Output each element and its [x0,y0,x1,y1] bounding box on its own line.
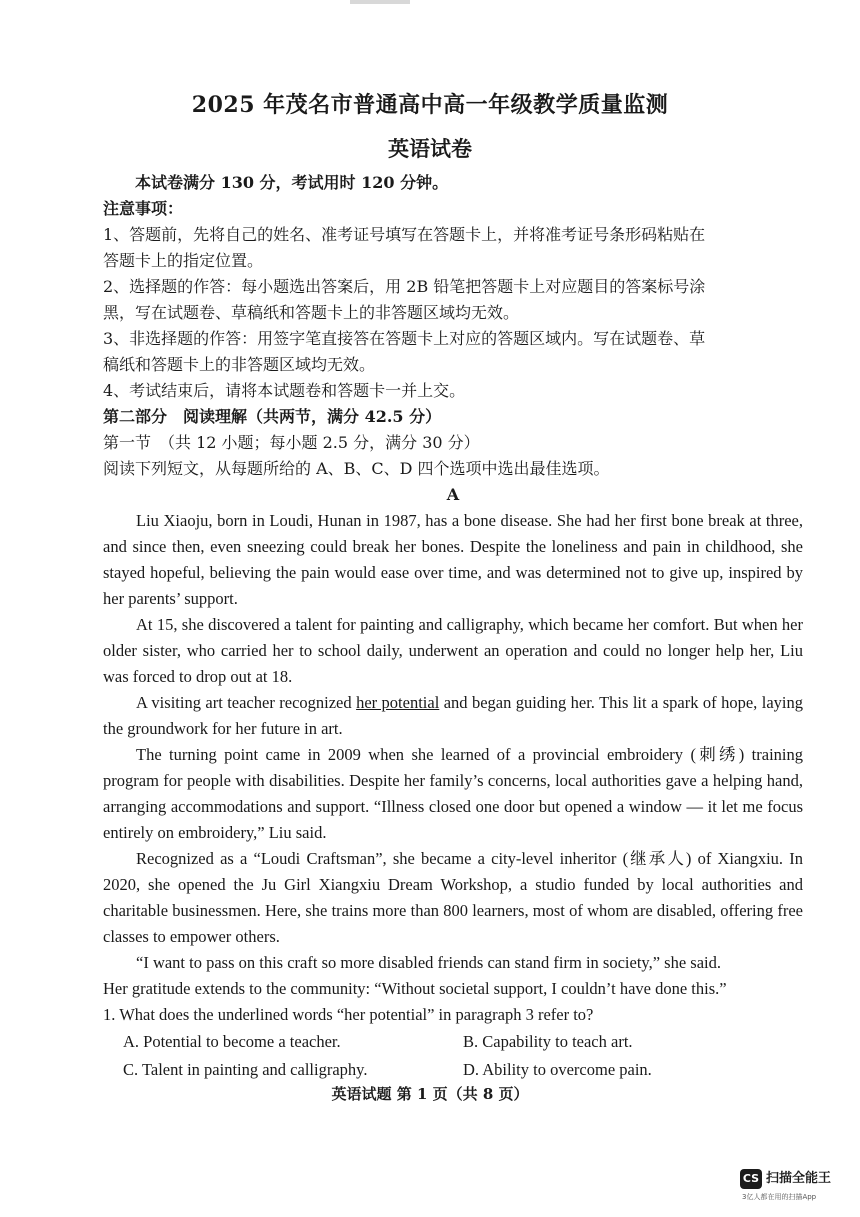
notice-line: 3、非选择题的作答：用签字笔直接答在答题卡上对应的答题区域内。写在试题卷、草 [103,329,706,348]
camscanner-watermark [740,1169,850,1209]
paragraph-text: and began guiding her. This lit a spark of hope, laying the groundwork for her future in art. [103,693,803,738]
option-c: C. Talent in painting and calligraphy. [123,1060,368,1079]
option-d: D. Ability to overcome pain. [463,1060,652,1079]
passage-paragraph: Liu Xiaoju, born in Loudi, Hunan in 1987, has a bone disease. She had her first bone break at three, and since then, even sneezing could break her bones. Despite the loneliness and pain in childhood, she stayed hopeful, believing the pain would ease over time, and was determined not to give up, inspired by her parents’ support. [103,511,803,608]
passage-paragraph: At 15, she discovered a talent for painting and calligraphy, which became her comfort. But when her older sister, who carried her to school daily, underwent an operation and could no longer help her, Liu was forced to drop out at 18. [103,615,803,686]
passage-paragraph [103,690,803,742]
question-options [123,1028,803,1084]
passage-paragraph: “I want to pass on this craft so more disabled friends can stand firm in society,” she said. [136,953,721,972]
notice-line: 黑，写在试题卷、草稿纸和答题卡上的非答题区域均无效。 [103,303,520,322]
option-a: A. Potential to become a teacher. [123,1032,341,1051]
notice-line: 稿纸和答题卡上的非答题区域均无效。 [103,355,376,374]
notice-line: 1、答题前，先将自己的姓名、准考证号填写在答题卡上，并将准考证号条形码粘贴在 [103,225,706,244]
notice-line: 4、考试结束后，请将本试题卷和答题卡一并上交。 [103,381,466,400]
camscanner-tagline: 3亿人都在用的扫描App [742,1193,817,1201]
camscanner-name: 扫描全能王 [766,1171,832,1186]
part-title: 第二部分 阅读理解（共两节，满分 42.5 分） [103,407,442,426]
exam-title: 2025 年茂名市普通高中高一年级教学质量监测 [191,92,669,118]
passage-paragraph: Recognized as a “Loudi Craftsman”, she became a city-level inheritor (继承人) of Xiangxiu. In 2020, she opened the Ju Girl Xiangxiu Dream Workshop, a studio funded by local authorities and charitable businessmen. Here, she trains more than 800 learners, most of whom are disabled, offering free classes to empower others. [103,849,803,946]
section-instruction: 阅读下列短文，从每题所给的 A、B、C、D 四个选项中选出最佳选项。 [103,459,610,478]
question-stem: 1. What does the underlined words “her potential” in paragraph 3 refer to? [103,1005,594,1024]
passage-paragraph: Her gratitude extends to the community: “Without societal support, I couldn’t have done this.” [103,979,727,998]
scan-edge-mark [350,0,410,4]
underlined-phrase: her potential [356,693,440,712]
score-line: 本试卷满分 130 分，考试用时 120 分钟。 [135,173,449,192]
passage-paragraph: The turning point came in 2009 when she learned of a provincial embroidery (刺绣) training program for people with disabilities. Despite her family’s concerns, local authorities gave a helping hand, arranging accommodations and support. “Illness closed one door but opened a window — it let me focus entirely on embroidery,” Liu said. [103,745,803,842]
option-b: B. Capability to teach art. [463,1032,633,1051]
passage-label: A [446,485,460,504]
exam-subtitle: 英语试卷 [388,136,472,161]
notice-line: 2、选择题的作答：每小题选出答案后，用 2B 铅笔把答题卡上对应题目的答案标号涂 [103,277,706,296]
section-title: 第一节 （共 12 小题；每小题 2.5 分，满分 30 分） [103,433,480,452]
notice-line: 答题卡上的指定位置。 [103,251,264,270]
notice-title: 注意事项： [103,199,184,218]
camscanner-logo-icon: CS [740,1169,762,1189]
exam-content [103,170,803,1084]
paragraph-text: A visiting art teacher recognized [136,693,357,712]
page-footer: 英语试题 第 1 页（共 8 页） [331,1085,529,1103]
reading-passage [103,508,803,1002]
